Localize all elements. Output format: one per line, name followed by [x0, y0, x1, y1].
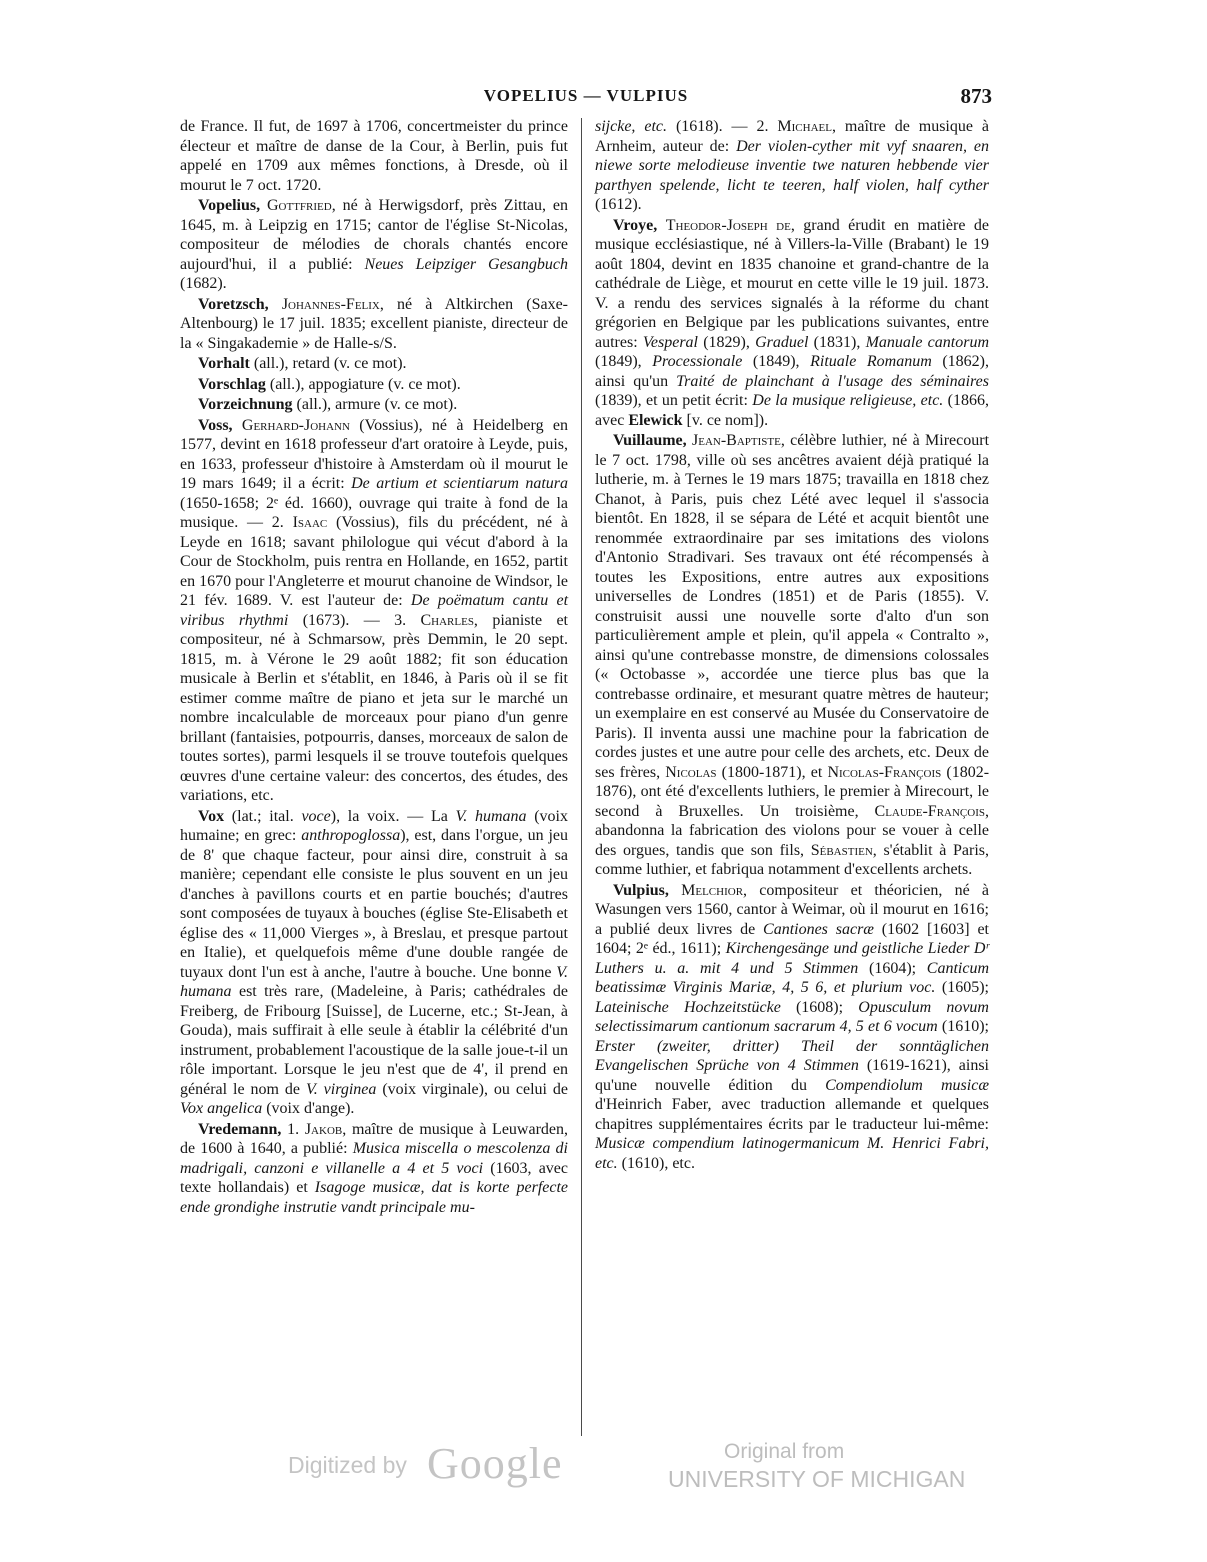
term: anthropoglossa: [301, 827, 401, 844]
entry-text: (voix d'ange).: [262, 1100, 355, 1117]
work-title: Rituale Romanum: [810, 353, 932, 370]
entry-text: maître de musique à Leuwarden, de 1600 à 1640, a publié:: [180, 1120, 569, 1157]
entry-text: est très rare, (Madeleine, à Paris; cathédrales de Freiberg, de Fribourg [Suisse], de Lucerne, etc.; St-Jean, à Gouda), mais suffirait à elle seule à établir la célébrité d'un instrument, probablement l'acoustique de la salle joue-t-il un rôle important. Lorsque le jeu n'est que de 4', il prend en général le nom de: [180, 983, 568, 1098]
person-name: Gottfried,: [266, 197, 336, 214]
headword: Voss,: [198, 416, 233, 434]
entry-text: (1682).: [180, 275, 227, 292]
work-title: Processionale: [652, 353, 743, 370]
headword: Vredemann,: [198, 1120, 282, 1138]
person-name: Gerhard-Johann: [241, 416, 350, 434]
person-name: Nicolas: [665, 763, 717, 781]
entry-text: (1866, avec: [595, 392, 989, 429]
work-title: Isagoge musicæ, dat is korte perfecte ende grondighe instrutie vandt principale mu-: [180, 1179, 569, 1216]
person-name: Claude-François,: [874, 802, 989, 820]
entry-text: ), la voix. — La: [330, 807, 456, 825]
entry-text: célèbre luthier, né à Mirecourt le 7 oct. 1798, ville où ses ancêtres avaient déjà pratiqué la lutherie, m. à Ternes le 19 mars 1875; travailla en 1818 chez Chanot, à Paris, puis chez Lété avec lequel il s'associa bientôt. En 1828, il se sépara de Lété et acquit bientôt une renommée extraordinaire par ses imitations des violons d'Antonio Stradivari. Ses travaux ont été récompensés à toutes les Expositions, entre autres aux expositions universelles de Londres (1851) et de Paris (1855). V. construisit aussi une nouvelle sorte d'alto d'un son particulièrement ample et plein, qu'il appela « Contralto », ainsi qu'une contrebasse monstre, de dimensions colossales (« Octobasse », accordée une tierce plus bas que la contrebasse ordinaire, et mesurant quatre mètres de hauteur; un exemplaire en est conservé au Musée du Conservatoire de Paris). Il inventa aussi une machine pour la fabrication de cordes justes et une autre pour celle des archets, etc. Deux de ses frères,: [595, 432, 990, 781]
entry-text: maître de musique à Arnheim, auteur de:: [595, 118, 990, 155]
entry-text: (1849),: [595, 353, 653, 370]
term: Vox angelica: [180, 1100, 263, 1117]
cross-reference: Elewick: [628, 411, 683, 429]
work-title: Der violen-cyther mit vyf snaaren, en niewe sorte melodieuse inventie twe naturen hebbende vier parthyen spelende, licht te teeren, half violen, half cyther: [595, 137, 990, 194]
entry-text: (1831),: [808, 333, 866, 351]
entry-text: d'Heinrich Faber, avec traduction allemande et quelques chapitres supplémentaires écrits par le traducteur lui-même:: [595, 1096, 989, 1133]
work-title: Canticum beatissimæ Virginis Mariæ, 4, 5 6, et plurium voc.: [595, 959, 989, 996]
entry-text: (voix virginale), ou celui de: [376, 1080, 569, 1098]
term: V. virginea: [305, 1080, 377, 1098]
person-name: Johannes-Felix,: [281, 295, 384, 313]
work-title: Opusculum novum selectissimarum cantionum sacrarum 4, 5 et 6 vocum: [595, 998, 989, 1035]
entry-text: (Vossius), fils du précédent, né à Leyde en 1618; savant philologue qui vécut d'abord à la Cour de Stockholm, puis rentra en Hollande, en 1652, partit en 1670 pour l'Angleterre et mourut chanoine de Windsor, le 21 fév. 1689. V. est l'auteur de:: [180, 514, 569, 609]
entry-vox: [180, 807, 568, 1119]
entry-text: (1650-1658; 2ᵉ éd. 1660), ouvrage qui traite à fond de la musique. — 2.: [180, 494, 568, 531]
headword: Vox: [198, 807, 225, 825]
entry-text: (1673). — 3.: [288, 611, 421, 629]
entry-text: (1610), etc.: [617, 1154, 695, 1172]
entry-text: (lat.; ital.: [224, 807, 302, 825]
entry-text: (1603, avec texte hollandais) et: [180, 1159, 568, 1196]
digitized-by-label: Digitized by: [288, 1452, 407, 1478]
entry-text: pianiste et compositeur, né à Schmarsow, près Demmin, le 20 sept. 1815, m. à Vérone le 29 août 1882; fit son éducation musicale à Berlin et s'établit, en 1846, à Paris où il se fit estimer comme maître de piano et jeta sur le marché un nombre incalculable de morceaux pour piano d'un genre brillant (fantaisies, potpourris, danses, morceaux de salon de toutes sortes), parmi lesquels il se trouve toutefois quelques œuvres d'une certaine valeur: des concertos, des études, des variations, etc.: [180, 611, 569, 804]
work-title: Cantiones sacræ: [763, 920, 874, 938]
work-title: Musicæ compendium latinogermanicum M. Henrici Fabri, etc.: [595, 1135, 989, 1172]
running-title: VOPELIUS — VULPIUS: [483, 86, 689, 105]
headword: Vuillaume,: [613, 432, 687, 449]
entry-vorzeichnung: [180, 395, 568, 415]
entry-text: (1604);: [858, 959, 927, 977]
work-title: Neues Leipziger Gesangbuch: [364, 255, 569, 273]
person-name: Nicolas-François: [827, 763, 942, 781]
headword: Vopelius,: [198, 197, 261, 214]
page-number: 873: [960, 84, 992, 108]
entry-text: compositeur et théoricien, né à Wasungen vers 1560, cantor à Weimar, où il mourut en 1616; a publié deux livres de: [595, 881, 990, 938]
work-title: Musica miscella o mescolenza di madrigali, canzoni e villanelle a 4 et 5 voci: [180, 1140, 568, 1177]
column-divider: [581, 118, 582, 1436]
institution-label: UNIVERSITY OF MICHIGAN: [668, 1466, 966, 1492]
original-from-label: Original from: [724, 1440, 845, 1463]
entry-text: ), est, dans l'orgue, un jeu de 8' que chaque facteur, pour ainsi dire, construit à sa manière; cependant elle consiste le plus souvent en un jeu d'anches à pavillons courts et en partie bouchés; d'autres sont composées de tuyaux à bouches (église Ste-Elisabeth et église des « 11,000 Vierges », à Breslau, et presque partout en Italie), et quelquefois même d'une double rangée de tuyaux dont l'un est à anche, l'autre à bouche. Une bonne: [180, 827, 568, 981]
entry-vulpius: [595, 881, 989, 1174]
work-title: sijcke, etc.: [595, 118, 668, 135]
google-logo: Google: [427, 1439, 563, 1488]
entry-vredemann-continued: [595, 117, 989, 215]
person-name: Charles,: [420, 611, 478, 629]
person-name: Jean-Baptiste,: [692, 432, 785, 449]
scan-watermark: [0, 1440, 1207, 1500]
entry-continuation: [180, 117, 568, 195]
left-column: [180, 117, 568, 1218]
entry-text: (all.), retard (v. ce mot).: [249, 355, 407, 372]
headword: Vorhalt: [198, 355, 250, 372]
term: V. humana: [455, 807, 527, 825]
entry-text: (1612).: [595, 196, 642, 213]
entry-text: de France. Il fut, de 1697 à 1706, concertmeister du prince électeur et maître de danse de la Cour, à Berlin, puis fut appelé en 1709 aux mêmes fonctions, à Dresde, où il mourut le 7 oct. 1720.: [180, 118, 568, 194]
entry-text: (voix humaine; en grec:: [180, 807, 569, 844]
running-head: [180, 84, 992, 108]
entry-text: (1839), et un petit écrit:: [595, 392, 753, 409]
entry-vorschlag: [180, 375, 568, 395]
entry-text: (1619-1621), ainsi qu'une nouvelle édition du: [595, 1057, 989, 1094]
entry-vroye: [595, 216, 989, 431]
person-name: Theodor-Joseph de,: [665, 216, 795, 234]
work-title: Vesperal: [642, 333, 698, 351]
term: voce: [301, 807, 331, 825]
entry-text: (1608);: [780, 998, 859, 1016]
entry-text: (1849),: [742, 353, 811, 370]
entry-text: (1862), ainsi qu'un: [595, 353, 990, 390]
entry-vopelius: [180, 196, 568, 294]
headword: Vroye,: [613, 216, 658, 234]
person-name: Jakob,: [304, 1120, 347, 1138]
entry-text: 1.: [281, 1120, 305, 1138]
entry-text: (all.), armure (v. ce mot).: [292, 396, 458, 413]
entry-text: (1610);: [937, 1018, 989, 1035]
headword: Vorschlag: [198, 375, 266, 393]
entry-text: (1618). — 2.: [667, 118, 778, 135]
work-title: De la musique religieuse, etc.: [752, 392, 944, 409]
entry-voss: [180, 416, 568, 806]
entry-text: [v. ce nom]).: [682, 411, 769, 429]
person-name: Isaac: [292, 514, 328, 531]
work-title: Erster (zweiter, dritter) Theil der sonntäglichen Evangelischen Sprüche von 4 Stimmen: [595, 1037, 989, 1074]
entry-text: (1605);: [935, 979, 989, 996]
entry-text: (all.), appogiature (v. ce mot).: [265, 375, 461, 393]
person-name: Melchior,: [681, 881, 748, 899]
entry-text: (Vossius), né à Heidelberg en 1577, devint en 1618 professeur d'art oratoire à Leyde, puis, en 1633, professeur d'histoire à Amsterdam où il mourut le 19 mars 1649; il a écrit:: [180, 416, 568, 492]
entry-text: (1829),: [698, 333, 756, 351]
work-title: De poëmatum cantu et viribus rhythmi: [180, 592, 569, 629]
work-title: Lateinische Hochzeitstücke: [595, 998, 781, 1016]
work-title: Manuale cantorum: [865, 333, 990, 351]
term: V. humana: [180, 963, 568, 1000]
entry-text: (1602 [1603] et 1604; 2ᵉ éd., 1611);: [595, 920, 990, 957]
person-name: Sébastien,: [810, 841, 877, 859]
entry-text: né à Herwigsdorf, près Zittau, en 1645, m. à Leipzig en 1715; cantor de l'église St-Nicolas, compositeur de mélodies de chorals chantés encore aujourd'hui, il a publié:: [180, 197, 568, 273]
headword: Voretzsch,: [198, 295, 269, 313]
entry-vredemann: [180, 1120, 568, 1218]
work-title: Compendiolum musicæ: [825, 1076, 989, 1094]
work-title: Kirchengesänge und geistliche Lieder Dʳ Luthers u. a. mit 4 und 5 Stimmen: [595, 940, 989, 977]
work-title: Graduel: [755, 333, 809, 351]
work-title: Traité de plainchant à l'usage des séminaires: [676, 372, 990, 390]
person-name: Michael,: [777, 118, 836, 135]
headword: Vulpius,: [613, 881, 669, 899]
right-column: [595, 117, 989, 1174]
entry-text: abandonna la fabrication des violons pour se vouer à celle des orgues, tandis que son fils,: [595, 822, 989, 859]
headword: Vorzeichnung: [198, 396, 293, 413]
entry-vuillaume: [595, 431, 989, 880]
entry-text: né à Altkirchen (Saxe-Altenbourg) le 17 juil. 1835; excellent pianiste, directeur de la « Singakademie » de Halle-s/S.: [180, 295, 568, 352]
entry-vorhalt: [180, 354, 568, 374]
entry-text: (1800-1871), et: [716, 763, 828, 781]
entry-text: (1802-1876), ont été d'excellents luthiers, le premier à Mirecourt, le second à Bruxelles. Un troisième,: [595, 763, 990, 820]
entry-voretzsch: [180, 295, 568, 354]
entry-text: s'établit à Paris, comme luthier, et fabriqua notamment d'excellents archets.: [595, 841, 989, 878]
entry-text: grand érudit en matière de musique ecclésiastique, né à Villers-la-Ville (Brabant) le 19 août 1804, devint en 1835 chanoine et grand-chantre de la cathédrale de Liège, et mourut en cette ville le 19 juil. 1873. V. a rendu des services signalés à la réforme du chant grégorien en Belgique par les publications suivantes, entre autres:: [595, 216, 990, 351]
work-title: De artium et scientiarum natura: [351, 475, 569, 492]
